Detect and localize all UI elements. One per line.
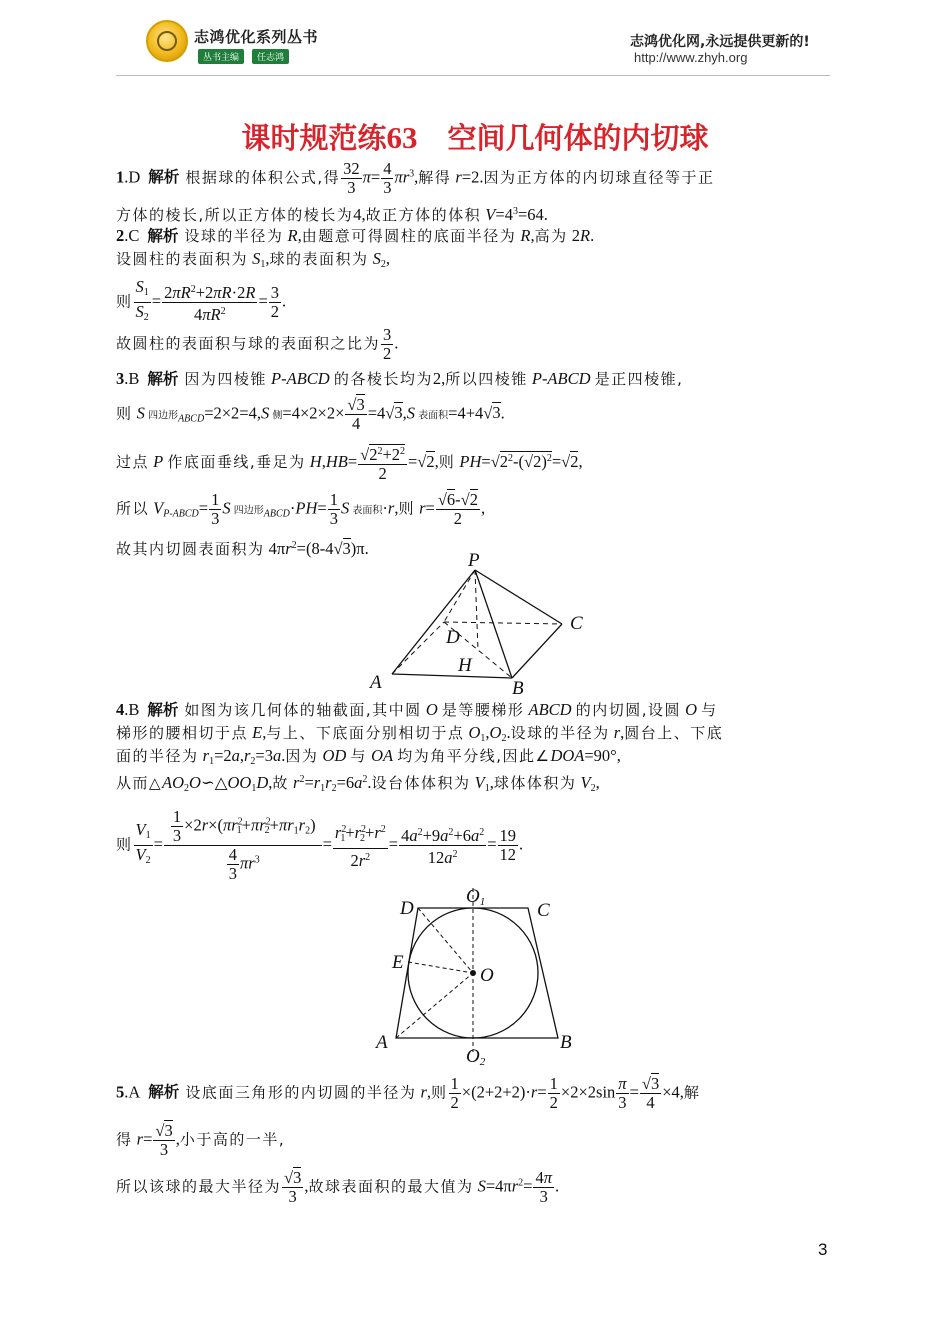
edge-DC [444,622,562,624]
problem-2-line-2: 设圆柱的表面积为 $S_1$,球的表面积为 $S_2$, [116,249,391,270]
problem-5-line-1: 5.A 解析 设底面三角形的内切圆的半径为 r,则 $\frac{1}{2}$ ×(2+2+2)·r= $\frac{1}{2}$ ×2×2sin $\frac{\pi}{3}$ = $\frac{√3}{4}$ ×4,解 [116,1074,701,1112]
analysis-label: 解析 [147,370,179,388]
editor-tag-label: 丛书主编 [198,49,244,64]
problem-5-line-3: 所以该球的最大半径为 $\frac{√3}{3}$ ,故球表面积的最大值为 $S=4\pi r^2=$ $\frac{4\pi}{3}$ . [116,1168,560,1206]
problem-4-line-4: 从而$\triangle AO_2O∽\triangle OO_1D$,故 $r^2=r_1r_2=6a^2$.设台体体积为 $V_1$,球体体积为 $V_2$, [116,773,600,794]
edge-BC [512,624,562,678]
problem-5-number: 5 [116,1082,125,1102]
label-D: D [400,898,414,919]
page-header [0,0,950,92]
title-number: 63 [386,120,418,155]
segment-OE [408,962,473,973]
problem-3-answer: .B [124,369,140,388]
problem-2-answer: .C [124,226,140,245]
problem-3-line-4: 所以 $V_{P-ABCD}=$ $\frac{1}{3}$ S 四边形$_{ABCD}$·PH= $\frac{1}{3}$ S 表面积·r,则 r= $\frac{√6-√2}{2}$ , [116,490,486,528]
problem-5-line-2: 得 r= $\frac{√3}{3}$ ,小于高的一半, [116,1121,286,1159]
label-O1: O1 [466,886,486,908]
trapezoid-figure [376,880,590,1070]
segment-OA [396,973,473,1038]
label-C: C [570,613,583,634]
problem-4-line-2: 梯形的腰相切于点 E,与上、下底面分别相切于点 $O_1,O_2$.设球的半径为 r,圆台上、下底 [116,723,724,744]
problem-4-line-3: 面的半径为 $r_1=2a,r_2=3a$.因为 OD 与 OA 均为角平分线,因此∠DOA=90°, [116,746,621,767]
edge-AD [392,622,444,674]
title-prefix: 课时规范练 [241,121,387,155]
problem-4-line-1: 4.B 解析 如图为该几何体的轴截面,其中圆 O 是等腰梯形 ABCD 的内切圆,设圆 O 与 [116,700,718,719]
trapezoid-ABCD [396,908,558,1038]
problem-2-line-1: 2.C 解析 设球的半径为 R,由题意可得圆柱的底面半径为 R,高为 2R. [116,226,595,245]
label-O2: O2 [466,1046,486,1068]
problem-2-line-4: 故圆柱的表面积与球的表面积之比为 $\frac{3}{2}$ . [116,325,399,363]
title-topic: 空间几何体的内切球 [447,121,709,155]
label-B: B [560,1032,572,1053]
problem-3-line-5: 故其内切圆表面积为 $4\pi r^2=(8-4√3)\pi$. [116,539,369,558]
analysis-label: 解析 [148,1083,180,1102]
problem-3-line-2: 则 S 四边形$_{ABCD}$=2×2=4,S 侧=4×2×2× $\frac{√3}{4}$ =4√3,S 表面积=4+4√3. [116,395,505,433]
edge-PD [444,570,475,622]
problem-1-line-2: 方体的棱长,所以正方体的棱长为4,故正方体的体积 $V=4^3=64$. [116,205,548,224]
problem-5-answer: .A [124,1082,141,1102]
label-A: A [376,1032,388,1053]
edge-PB [475,570,512,678]
problem-1-answer: .D [124,167,141,187]
edge-AB [392,674,512,678]
analysis-label: 解析 [147,701,179,719]
label-H: H [458,655,472,676]
series-brand: 志鸿优化系列丛书 [194,28,319,46]
problem-1-line-1: 1.D 解析 根据球的体积公式,得 $\frac{32}{3}$ π= $\frac{4}{3}$ $\pi r^3$,解得 r=2.因为正方体的内切球直径等于正 [116,159,715,197]
label-A: A [370,672,382,693]
problem-4-answer: .B [124,700,140,719]
problem-1-number: 1 [116,167,125,187]
label-C: C [537,900,550,921]
label-D: D [446,627,460,648]
publisher-logo [146,20,188,62]
problem-3-number: 3 [116,369,125,388]
problem-4-number: 4 [116,700,125,719]
header-divider [116,75,830,76]
problem-3-line-3: 过点 P 作底面垂线,垂足为 H,HB= $\frac{√2^2+2^2}{2}$ =√2,则 $PH=√2^2-(√2)^2=√2$, [116,445,583,483]
height-PH [475,570,478,650]
segment-OD [418,908,473,973]
problem-4-line-5: 则 $\frac{V_1}{V_2}$ = $\frac{1}{3}$ $\times 2r\times(\pi r^2_1+\pi r^2_2+\pi r_1r_2)$ $\frac{4}{3}$ $\pi r^3$ = $\frac{r^2_1+r^2_2+r^2}{2r^2}$ = $\frac{4a^2+9a^2+6a^2}{12a^2}$ = $\frac{19}{12}$ . [116,807,524,883]
page-number: 3 [818,1240,828,1259]
header-slogan: 志鸿优化网,永远提供更新的! [630,34,810,50]
label-E: E [392,952,404,973]
center-dot [470,970,476,976]
label-O: O [480,965,494,986]
edge-PC [475,570,562,624]
analysis-label: 解析 [148,168,180,187]
analysis-label: 解析 [147,227,179,245]
label-P: P [468,550,480,571]
label-B: B [512,678,524,699]
problem-3-line-1: 3.B 解析 因为四棱锥 P-ABCD 的各棱长均为2,所以四棱锥 P-ABCD 是正四棱锥, [116,369,684,388]
problem-2-number: 2 [116,226,125,245]
pyramid-figure [360,550,600,700]
problem-2-line-3: 则 $\frac{S_1}{S_2}$ = $\frac{2\pi R^2+2\pi R\cdot 2R}{4\pi R^2}$ = $\frac{3}{2}$ . [116,277,287,324]
editor-tag-name: 任志鸿 [252,49,289,64]
page-title [0,116,950,157]
header-url[interactable]: http://www.zhyh.org [634,50,748,65]
